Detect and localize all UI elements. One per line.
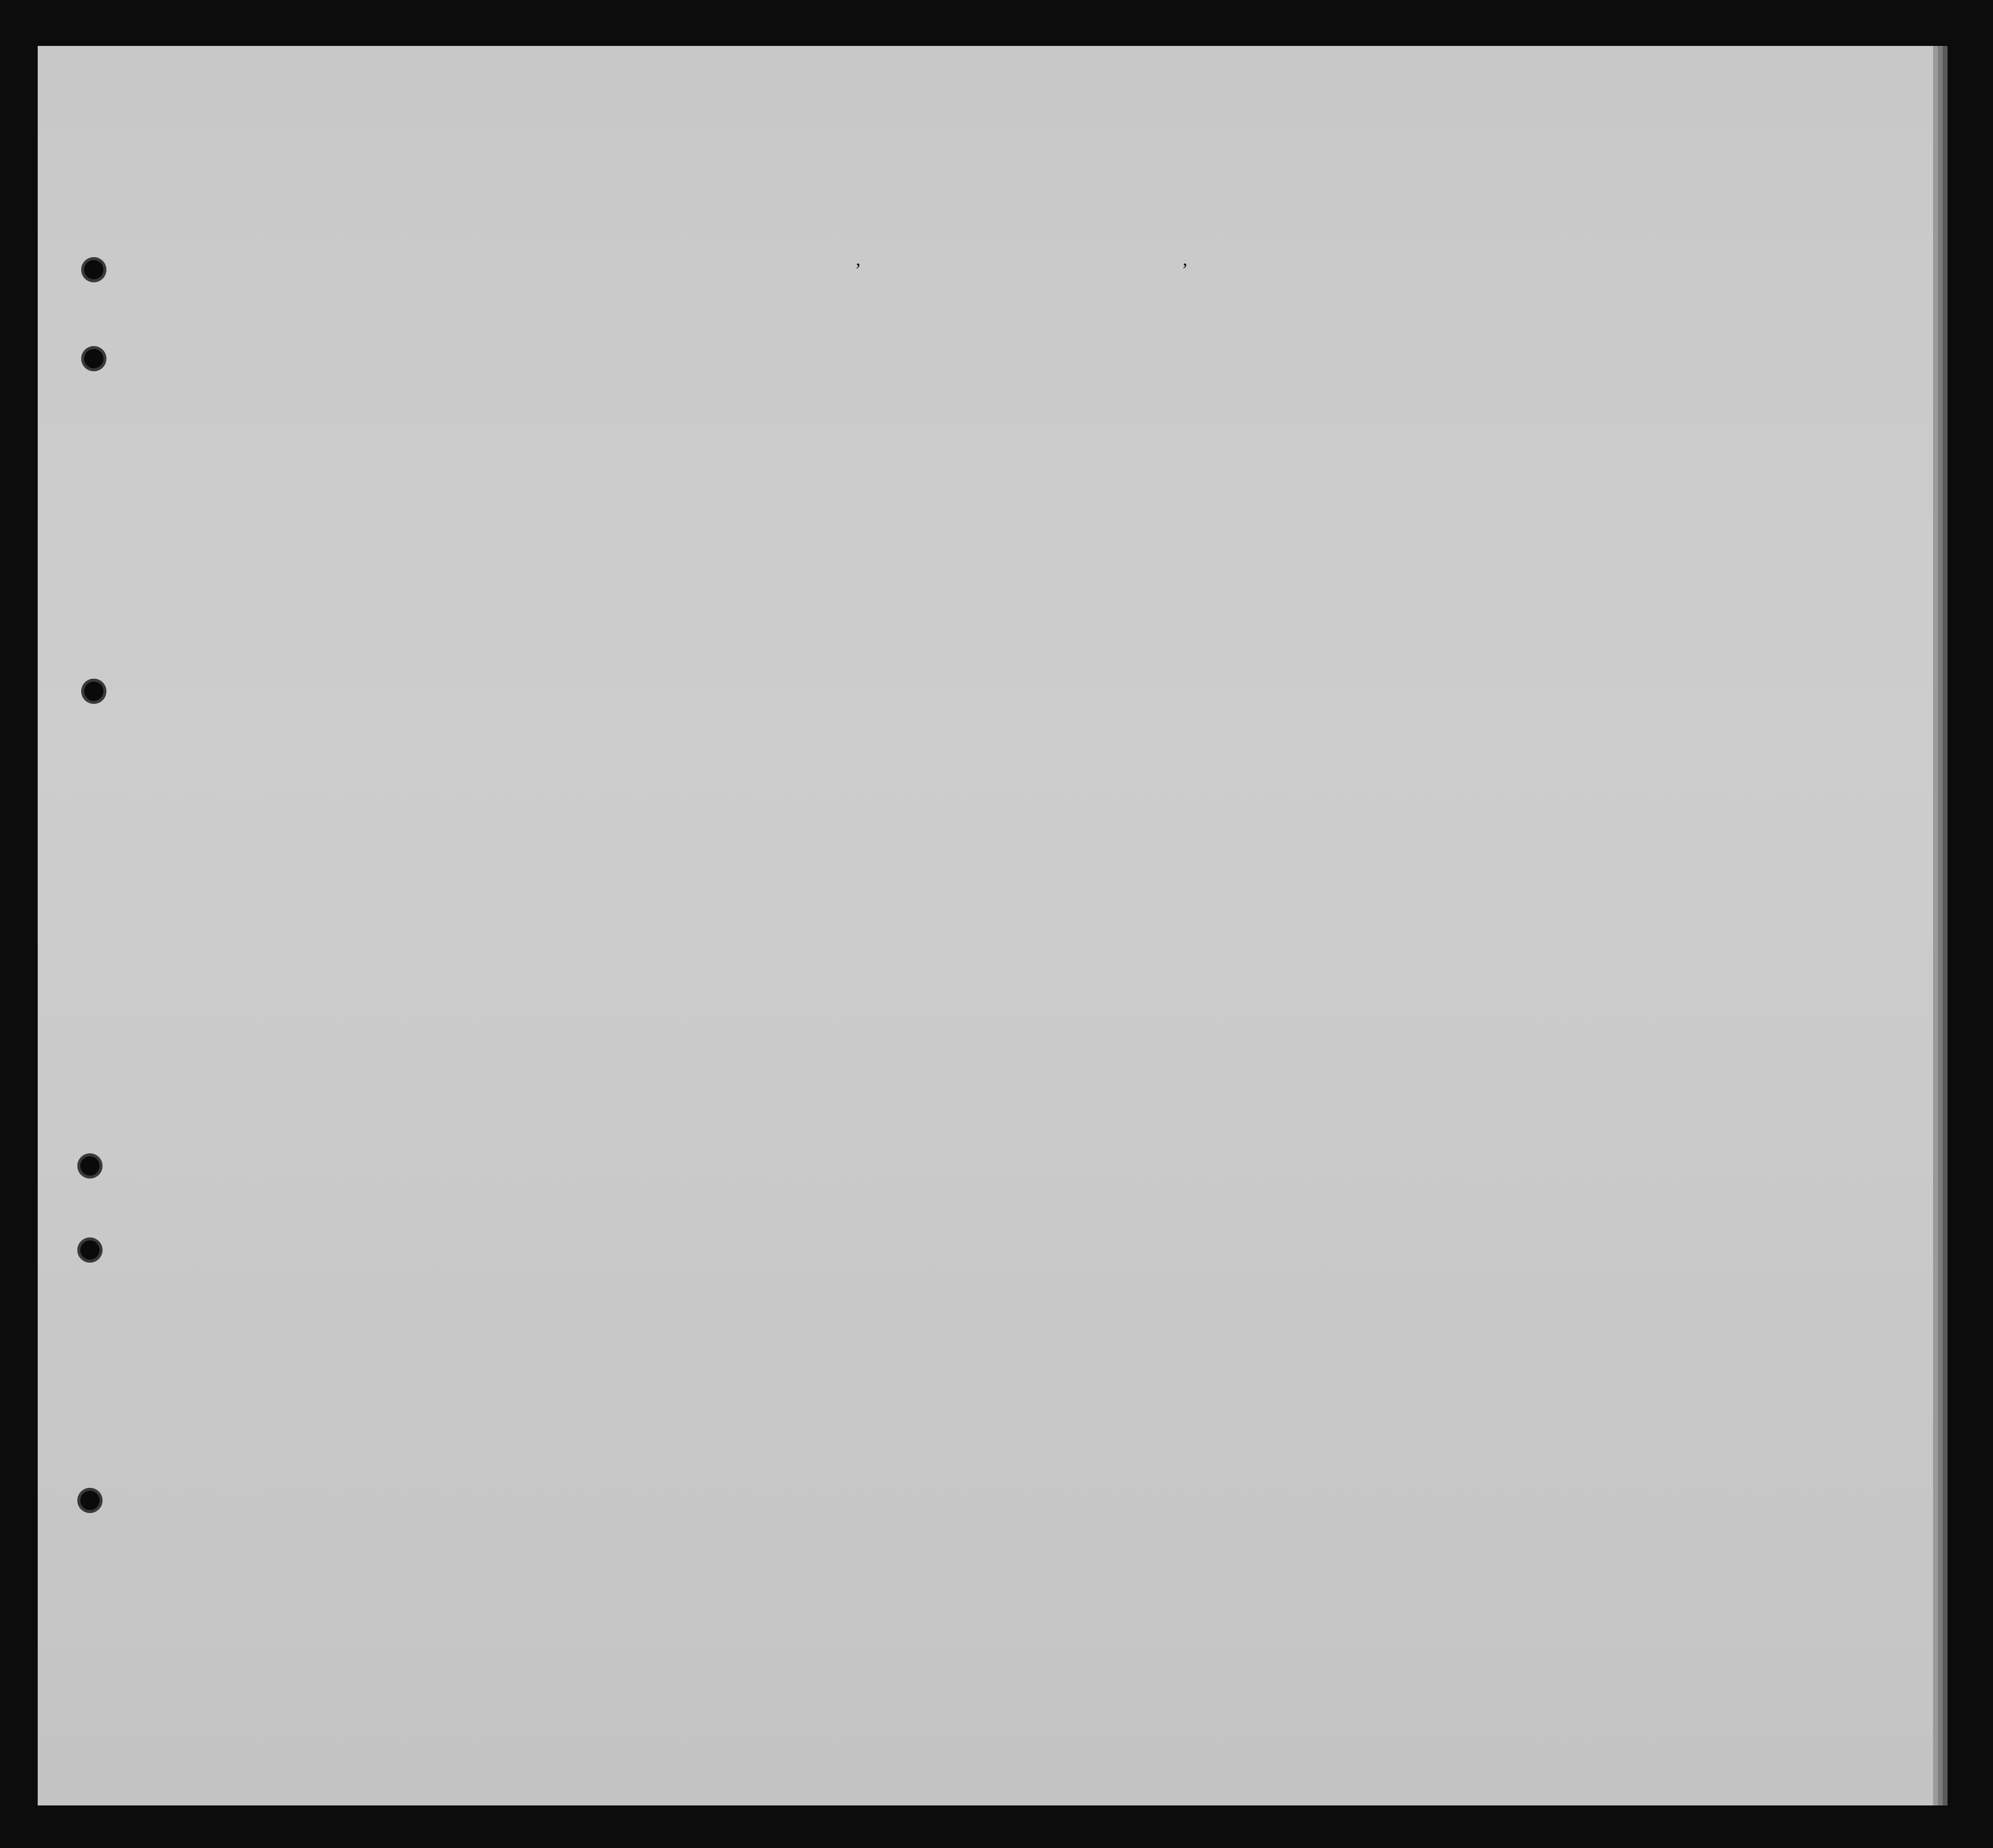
punch-hole [81, 257, 106, 282]
punch-hole [77, 1237, 103, 1263]
punch-hole [77, 1488, 103, 1513]
punch-hole [81, 346, 106, 371]
punch-hole [81, 679, 106, 704]
punch-hole [77, 1153, 103, 1179]
col29-header [1421, 334, 1451, 464]
date-comma: , [1183, 248, 1187, 270]
col28-header [1366, 334, 1415, 464]
port-comma: , [856, 248, 861, 270]
